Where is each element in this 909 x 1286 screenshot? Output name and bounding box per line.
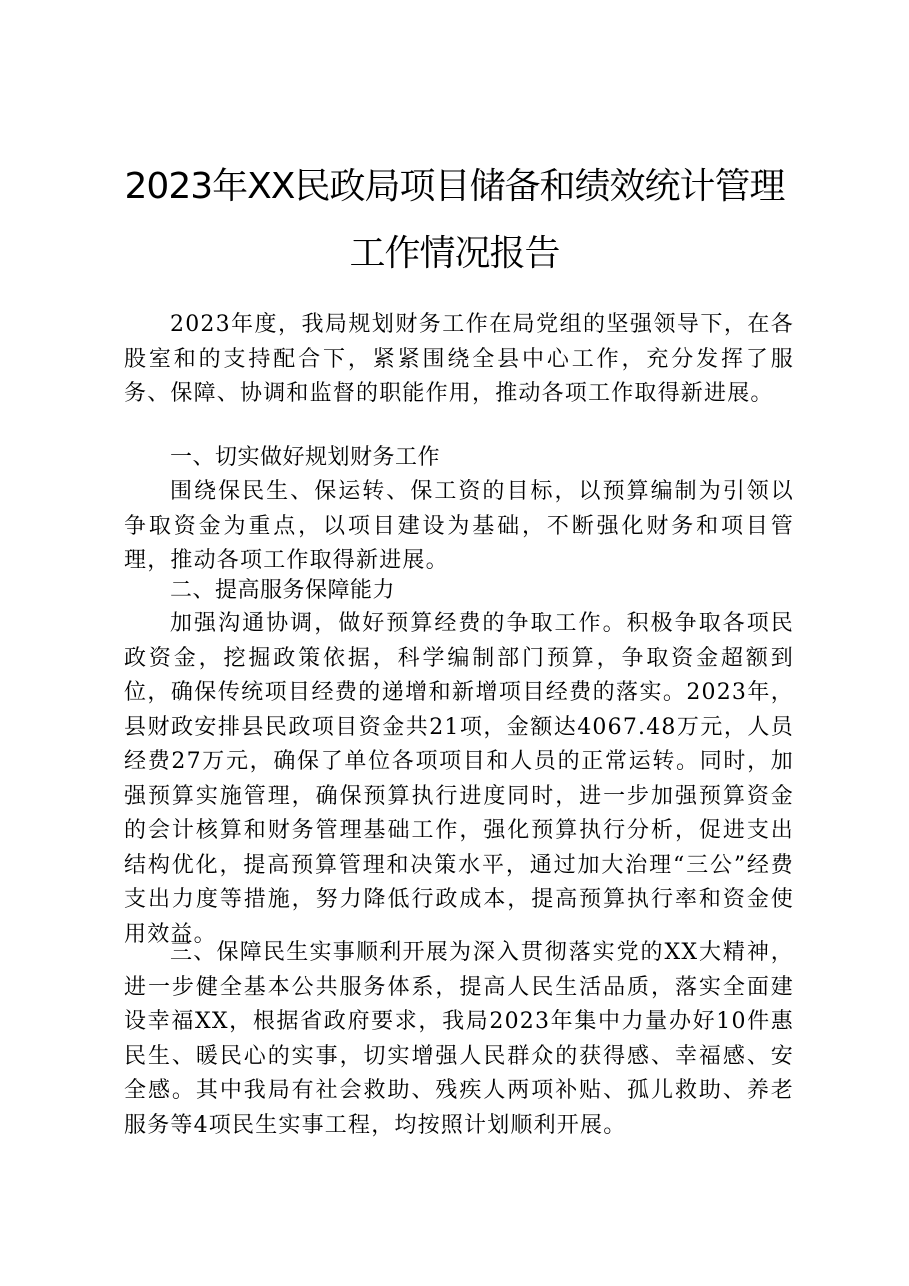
document-title-line-1: 2023年XX民政局项目储备和绩效统计管理 (124, 166, 785, 207)
section-1-heading: 一、切实做好规划财务工作 (170, 445, 441, 470)
section-3-heading: 三、保障民生实事顺利开展 (170, 940, 449, 965)
section-3-body: 为深入贯彻落实党的XX大精神，进一步健全基本公共服务体系，提高人民生活品质，落实全面建设幸福XX，根据省政府要求，我局2023年集中力量办好10件惠民生、暖民心的实事，切实增强人民群众的获得感、幸福感、安全感。其中我局有社会救助、残疾人两项补贴、孤儿救助、养老服务等4项民生实事工程，均按照计划顺利开展。 (124, 940, 794, 1138)
section-2-paragraph: 加强沟通协调，做好预算经费的争取工作。积极争取各项民政资金，挖掘政策依据，科学编制部门预算，争取资金超额到位，确保传统项目经费的递增和新增项目经费的落实。2023年，县财政安排县民政项目资金共21项，金额达4067.48万元，人员经费27万元，确保了单位各项项目和人员的正常运转。同时，加强预算实施管理，确保预算执行进度同时，进一步加强预算资金的会计核算和财务管理基础工作，强化预算执行分析，促进支出结构优化，提高预算管理和决策水平，通过加大治理“三公”经费支出力度等措施，努力降低行政成本，提高预算执行率和资金使用效益。 (124, 611, 794, 947)
section-3-paragraph (124, 936, 794, 1143)
intro-paragraph: 2023年度，我局规划财务工作在局党组的坚强领导下，在各股室和的支持配合下，紧紧围绕全县中心工作，充分发挥了服务、保障、协调和监督的职能作用，推动各项工作取得新进展。 (124, 312, 794, 406)
document-title-line-2: 工作情况报告 (349, 233, 560, 274)
section-1-paragraph: 围绕保民生、保运转、保工资的目标，以预算编制为引领以争取资金为重点，以项目建设为基础，不断强化财务和项目管理，推动各项工作取得新进展。 (124, 479, 794, 573)
section-2-heading: 二、提高服务保障能力 (170, 578, 396, 603)
